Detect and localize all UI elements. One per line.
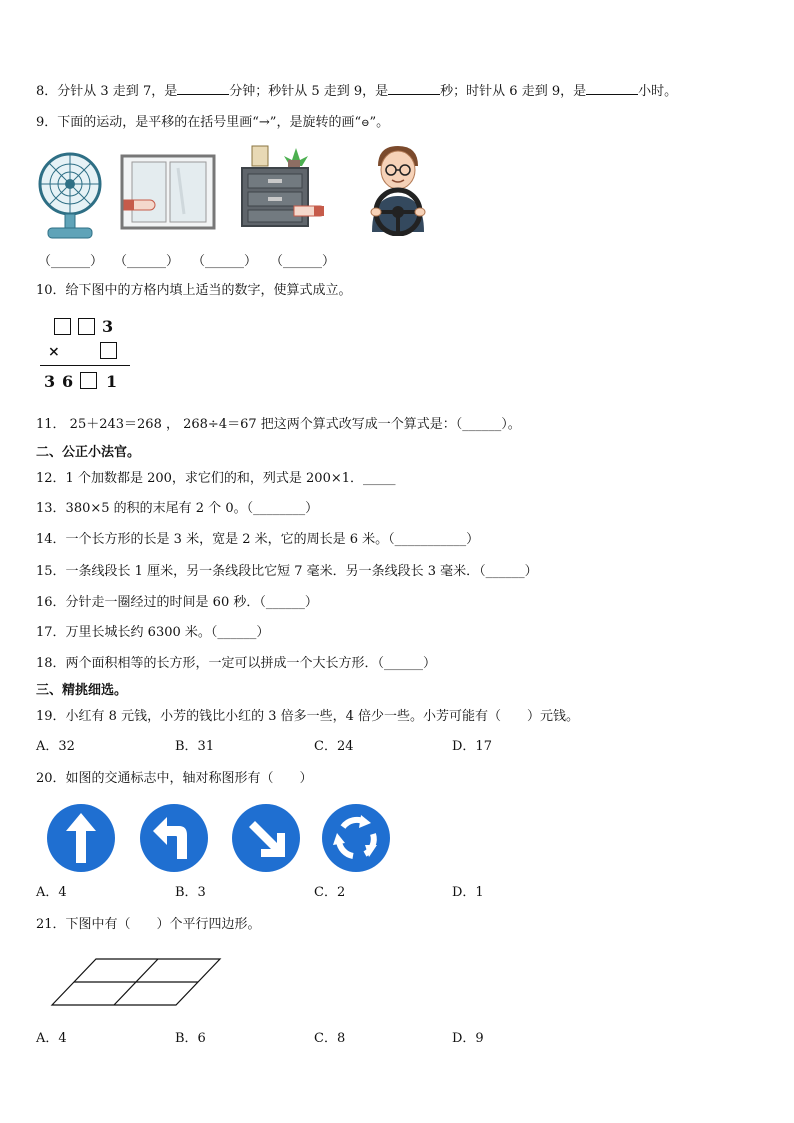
result-digit-2: 6 (62, 372, 74, 391)
q18-line: 18．两个面积相等的长方形，一定可以拼成一个大长方形．（______） (36, 656, 437, 671)
q13-line: 13．380×5 的积的末尾有 2 个 0。（________） (36, 501, 319, 516)
q9-answer-person[interactable]: （______） (270, 254, 336, 269)
digit-box-1[interactable] (54, 318, 71, 335)
fan-icon (36, 148, 106, 242)
q21-option-c[interactable]: C．8 (314, 1031, 346, 1046)
q21-option-d[interactable]: D．9 (452, 1031, 484, 1046)
digit-box-2[interactable] (78, 318, 95, 335)
q8-blank-1[interactable] (177, 82, 229, 95)
q17-line: 17．万里长城长约 6300 米。（______） (36, 625, 270, 640)
q21-option-b[interactable]: B．6 (175, 1031, 206, 1046)
q15-line: 15．一条线段长 1 厘米，另一条线段比它短 7 毫米．另一条线段长 3 毫米．（______） (36, 564, 538, 579)
digit-box-3[interactable] (100, 342, 117, 359)
steering-person-icon (362, 142, 432, 236)
q9-answer-window[interactable]: （______） (114, 254, 180, 269)
q9-answer-fan[interactable]: （______） (38, 254, 104, 269)
product-rule (40, 365, 130, 366)
q21-line: 21．下图中有（ ）个平行四边形。 (36, 917, 261, 932)
q19-line: 19．小红有 8 元钱，小芳的钱比小红的 3 倍多一些，4 倍少一些。小芳可能有（ ）元钱。 (36, 709, 580, 724)
digit-box-4[interactable] (80, 372, 97, 389)
q19-option-d[interactable]: D．17 (452, 739, 492, 754)
q20-option-a[interactable]: A．4 (36, 885, 67, 900)
q19-option-b[interactable]: B．31 (175, 739, 215, 754)
parallelogram-figure (48, 956, 224, 1008)
arrow-up-sign (46, 803, 116, 873)
turn-left-sign (139, 803, 209, 873)
arrow-down-right-sign (231, 803, 301, 873)
q9-line: 9．下面的运动，是平移的在括号里画“→”，是旋转的画“⊖”。 (36, 115, 390, 130)
q8-blank-2[interactable] (388, 82, 440, 95)
q12-line: 12．1 个加数都是 200，求它们的和，列式是 200×1．_____ (36, 471, 396, 486)
window-icon (120, 154, 216, 230)
q21-option-a[interactable]: A．4 (36, 1031, 67, 1046)
times-sign: × (48, 344, 60, 360)
q10-line: 10．给下图中的方格内填上适当的数字，使算式成立。 (36, 283, 352, 298)
q11-line: 11． 25＋243＝268 ， 268÷4＝67 把这两个算式改写成一个算式是：（______）。 (36, 417, 521, 432)
q20-option-b[interactable]: B．3 (175, 885, 206, 900)
section-2-title: 二、公正小法官。 (36, 445, 141, 460)
q14-line: 14．一个长方形的长是 3 米，宽是 2 米，它的周长是 6 米。（___________） (36, 532, 480, 547)
roundabout-sign (321, 803, 391, 873)
cabinet-icon (238, 140, 324, 230)
q19-option-c[interactable]: C．24 (314, 739, 354, 754)
q8-line: 8．分针从 3 走到 7，是 分钟；秒针从 5 走到 9，是 秒；时针从 6 走到 9，是 小时。 (36, 84, 678, 99)
rotate-symbol-icon: ⊖ (361, 118, 370, 129)
q20-line: 20．如图的交通标志中，轴对称图形有（ ） (36, 771, 313, 786)
q16-line: 16．分针走一圈经过的时间是 60 秒．（______） (36, 595, 318, 610)
digit-3: 3 (102, 317, 114, 336)
q20-option-c[interactable]: C．2 (314, 885, 346, 900)
result-digit-1: 3 (44, 372, 56, 391)
result-digit-4: 1 (106, 372, 118, 391)
section-3-title: 三、精挑细选。 (36, 683, 128, 698)
q19-option-a[interactable]: A．32 (36, 739, 75, 754)
q20-option-d[interactable]: D．1 (452, 885, 484, 900)
q9-answer-cabinet[interactable]: （______） (192, 254, 258, 269)
q8-blank-3[interactable] (586, 82, 638, 95)
